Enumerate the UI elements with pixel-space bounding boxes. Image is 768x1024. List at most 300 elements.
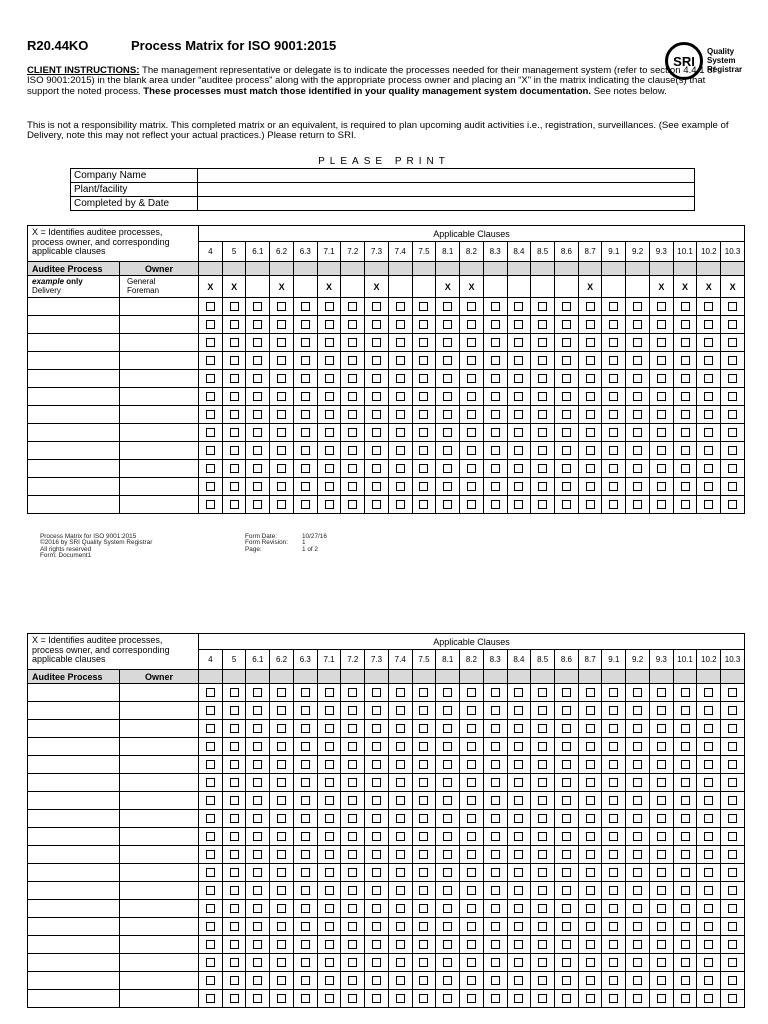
clause-checkbox[interactable] (419, 868, 428, 877)
clause-checkbox[interactable] (728, 778, 737, 787)
clause-checkbox[interactable] (657, 320, 666, 329)
clause-checkbox[interactable] (396, 428, 405, 437)
clause-checkbox[interactable] (443, 392, 452, 401)
clause-checkbox[interactable] (372, 814, 381, 823)
owner-field[interactable] (120, 792, 199, 810)
clause-checkbox[interactable] (728, 464, 737, 473)
clause-checkbox[interactable] (538, 464, 547, 473)
clause-checkbox[interactable] (443, 446, 452, 455)
clause-checkbox[interactable] (467, 464, 476, 473)
clause-checkbox[interactable] (633, 356, 642, 365)
clause-checkbox[interactable] (277, 886, 286, 895)
clause-checkbox[interactable] (491, 338, 500, 347)
clause-checkbox[interactable] (633, 482, 642, 491)
clause-checkbox[interactable] (609, 392, 618, 401)
auditee-process-field[interactable] (28, 828, 120, 846)
clause-checkbox[interactable] (609, 850, 618, 859)
clause-checkbox[interactable] (372, 940, 381, 949)
clause-checkbox[interactable] (657, 706, 666, 715)
clause-checkbox[interactable] (396, 760, 405, 769)
clause-checkbox[interactable] (609, 428, 618, 437)
clause-checkbox[interactable] (491, 832, 500, 841)
clause-checkbox[interactable] (419, 760, 428, 769)
clause-checkbox[interactable] (586, 374, 595, 383)
clause-checkbox[interactable] (396, 706, 405, 715)
clause-checkbox[interactable] (277, 868, 286, 877)
clause-checkbox[interactable] (301, 446, 310, 455)
clause-checkbox[interactable] (514, 392, 523, 401)
clause-checkbox[interactable] (372, 356, 381, 365)
clause-checkbox[interactable] (206, 850, 215, 859)
auditee-process-field[interactable] (28, 388, 120, 406)
clause-checkbox[interactable] (443, 338, 452, 347)
clause-checkbox[interactable] (514, 688, 523, 697)
auditee-process-field[interactable] (28, 316, 120, 334)
owner-field[interactable] (120, 810, 199, 828)
clause-checkbox[interactable] (681, 500, 690, 509)
owner-field[interactable] (120, 684, 199, 702)
clause-checkbox[interactable] (609, 688, 618, 697)
clause-checkbox[interactable] (586, 482, 595, 491)
clause-checkbox[interactable] (419, 922, 428, 931)
clause-checkbox[interactable] (443, 482, 452, 491)
clause-checkbox[interactable] (277, 688, 286, 697)
clause-checkbox[interactable] (206, 446, 215, 455)
clause-checkbox[interactable] (657, 302, 666, 311)
clause-checkbox[interactable] (301, 374, 310, 383)
clause-checkbox[interactable] (253, 410, 262, 419)
clause-checkbox[interactable] (230, 976, 239, 985)
clause-checkbox[interactable] (728, 446, 737, 455)
clause-checkbox[interactable] (443, 958, 452, 967)
clause-checkbox[interactable] (253, 320, 262, 329)
clause-checkbox[interactable] (704, 688, 713, 697)
clause-checkbox[interactable] (348, 886, 357, 895)
clause-checkbox[interactable] (681, 338, 690, 347)
clause-checkbox[interactable] (419, 374, 428, 383)
clause-checkbox[interactable] (491, 814, 500, 823)
clause-checkbox[interactable] (301, 832, 310, 841)
clause-checkbox[interactable] (419, 994, 428, 1003)
clause-checkbox[interactable] (467, 886, 476, 895)
clause-checkbox[interactable] (728, 814, 737, 823)
clause-checkbox[interactable] (372, 392, 381, 401)
clause-checkbox[interactable] (586, 428, 595, 437)
clause-checkbox[interactable] (562, 940, 571, 949)
clause-checkbox[interactable] (443, 706, 452, 715)
clause-checkbox[interactable] (348, 778, 357, 787)
clause-checkbox[interactable] (301, 994, 310, 1003)
clause-checkbox[interactable] (419, 356, 428, 365)
clause-checkbox[interactable] (467, 796, 476, 805)
clause-checkbox[interactable] (681, 706, 690, 715)
clause-checkbox[interactable] (396, 356, 405, 365)
clause-checkbox[interactable] (491, 500, 500, 509)
clause-checkbox[interactable] (419, 814, 428, 823)
clause-checkbox[interactable] (301, 428, 310, 437)
clause-checkbox[interactable] (538, 832, 547, 841)
clause-checkbox[interactable] (419, 688, 428, 697)
clause-checkbox[interactable] (348, 302, 357, 311)
clause-checkbox[interactable] (443, 976, 452, 985)
clause-checkbox[interactable] (277, 832, 286, 841)
clause-checkbox[interactable] (443, 940, 452, 949)
clause-checkbox[interactable] (325, 500, 334, 509)
clause-checkbox[interactable] (728, 832, 737, 841)
clause-checkbox[interactable] (396, 302, 405, 311)
clause-checkbox[interactable] (538, 302, 547, 311)
clause-checkbox[interactable] (514, 778, 523, 787)
clause-checkbox[interactable] (301, 742, 310, 751)
clause-checkbox[interactable] (230, 706, 239, 715)
clause-checkbox[interactable] (728, 374, 737, 383)
clause-checkbox[interactable] (704, 868, 713, 877)
clause-checkbox[interactable] (562, 904, 571, 913)
clause-checkbox[interactable] (443, 428, 452, 437)
clause-checkbox[interactable] (586, 976, 595, 985)
clause-checkbox[interactable] (372, 302, 381, 311)
clause-checkbox[interactable] (728, 904, 737, 913)
clause-checkbox[interactable] (230, 446, 239, 455)
clause-checkbox[interactable] (396, 410, 405, 419)
clause-checkbox[interactable] (657, 922, 666, 931)
owner-field[interactable] (120, 774, 199, 792)
owner-field[interactable] (120, 388, 199, 406)
clause-checkbox[interactable] (301, 760, 310, 769)
clause-checkbox[interactable] (681, 688, 690, 697)
clause-checkbox[interactable] (253, 940, 262, 949)
clause-checkbox[interactable] (586, 688, 595, 697)
clause-checkbox[interactable] (277, 706, 286, 715)
clause-checkbox[interactable] (704, 392, 713, 401)
clause-checkbox[interactable] (419, 302, 428, 311)
clause-checkbox[interactable] (514, 338, 523, 347)
completed-by-field[interactable] (198, 197, 695, 211)
clause-checkbox[interactable] (633, 904, 642, 913)
clause-checkbox[interactable] (562, 886, 571, 895)
clause-checkbox[interactable] (443, 500, 452, 509)
clause-checkbox[interactable] (419, 446, 428, 455)
clause-checkbox[interactable] (562, 356, 571, 365)
clause-checkbox[interactable] (586, 500, 595, 509)
clause-checkbox[interactable] (514, 940, 523, 949)
clause-checkbox[interactable] (348, 994, 357, 1003)
clause-checkbox[interactable] (419, 428, 428, 437)
clause-checkbox[interactable] (419, 742, 428, 751)
clause-checkbox[interactable] (562, 706, 571, 715)
owner-field[interactable] (120, 352, 199, 370)
clause-checkbox[interactable] (372, 994, 381, 1003)
clause-checkbox[interactable] (704, 446, 713, 455)
clause-checkbox[interactable] (301, 850, 310, 859)
owner-field[interactable] (120, 846, 199, 864)
clause-checkbox[interactable] (728, 994, 737, 1003)
clause-checkbox[interactable] (325, 392, 334, 401)
clause-checkbox[interactable] (609, 482, 618, 491)
clause-checkbox[interactable] (586, 922, 595, 931)
clause-checkbox[interactable] (562, 446, 571, 455)
owner-field[interactable] (120, 316, 199, 334)
clause-checkbox[interactable] (491, 976, 500, 985)
clause-checkbox[interactable] (253, 688, 262, 697)
clause-checkbox[interactable] (491, 868, 500, 877)
clause-checkbox[interactable] (206, 688, 215, 697)
clause-checkbox[interactable] (562, 302, 571, 311)
clause-checkbox[interactable] (586, 392, 595, 401)
clause-checkbox[interactable] (704, 922, 713, 931)
clause-checkbox[interactable] (538, 392, 547, 401)
clause-checkbox[interactable] (419, 958, 428, 967)
auditee-process-field[interactable] (28, 756, 120, 774)
clause-checkbox[interactable] (633, 302, 642, 311)
clause-checkbox[interactable] (396, 742, 405, 751)
clause-checkbox[interactable] (277, 850, 286, 859)
clause-checkbox[interactable] (443, 994, 452, 1003)
owner-field[interactable] (120, 828, 199, 846)
clause-checkbox[interactable] (206, 464, 215, 473)
clause-checkbox[interactable] (514, 374, 523, 383)
clause-checkbox[interactable] (325, 374, 334, 383)
clause-checkbox[interactable] (657, 760, 666, 769)
clause-checkbox[interactable] (728, 356, 737, 365)
clause-checkbox[interactable] (609, 446, 618, 455)
auditee-process-field[interactable] (28, 774, 120, 792)
clause-checkbox[interactable] (704, 850, 713, 859)
clause-checkbox[interactable] (253, 500, 262, 509)
clause-checkbox[interactable] (586, 940, 595, 949)
clause-checkbox[interactable] (586, 320, 595, 329)
clause-checkbox[interactable] (206, 356, 215, 365)
clause-checkbox[interactable] (253, 832, 262, 841)
clause-checkbox[interactable] (206, 338, 215, 347)
clause-checkbox[interactable] (586, 742, 595, 751)
clause-checkbox[interactable] (277, 724, 286, 733)
clause-checkbox[interactable] (325, 724, 334, 733)
clause-checkbox[interactable] (514, 850, 523, 859)
clause-checkbox[interactable] (704, 374, 713, 383)
clause-checkbox[interactable] (253, 778, 262, 787)
clause-checkbox[interactable] (253, 338, 262, 347)
auditee-process-field[interactable] (28, 936, 120, 954)
clause-checkbox[interactable] (728, 706, 737, 715)
clause-checkbox[interactable] (348, 958, 357, 967)
clause-checkbox[interactable] (372, 832, 381, 841)
clause-checkbox[interactable] (538, 760, 547, 769)
clause-checkbox[interactable] (633, 688, 642, 697)
clause-checkbox[interactable] (443, 778, 452, 787)
clause-checkbox[interactable] (372, 446, 381, 455)
clause-checkbox[interactable] (562, 796, 571, 805)
auditee-process-field[interactable] (28, 990, 120, 1008)
clause-checkbox[interactable] (657, 814, 666, 823)
clause-checkbox[interactable] (253, 724, 262, 733)
clause-checkbox[interactable] (538, 994, 547, 1003)
clause-checkbox[interactable] (325, 868, 334, 877)
clause-checkbox[interactable] (704, 778, 713, 787)
clause-checkbox[interactable] (633, 958, 642, 967)
clause-checkbox[interactable] (253, 392, 262, 401)
clause-checkbox[interactable] (372, 886, 381, 895)
clause-checkbox[interactable] (253, 904, 262, 913)
clause-checkbox[interactable] (633, 374, 642, 383)
clause-checkbox[interactable] (491, 392, 500, 401)
clause-checkbox[interactable] (325, 742, 334, 751)
clause-checkbox[interactable] (325, 850, 334, 859)
clause-checkbox[interactable] (348, 374, 357, 383)
clause-checkbox[interactable] (491, 904, 500, 913)
clause-checkbox[interactable] (704, 994, 713, 1003)
clause-checkbox[interactable] (230, 922, 239, 931)
clause-checkbox[interactable] (633, 850, 642, 859)
clause-checkbox[interactable] (325, 922, 334, 931)
clause-checkbox[interactable] (704, 940, 713, 949)
clause-checkbox[interactable] (277, 392, 286, 401)
clause-checkbox[interactable] (277, 482, 286, 491)
clause-checkbox[interactable] (681, 410, 690, 419)
clause-checkbox[interactable] (704, 976, 713, 985)
clause-checkbox[interactable] (704, 760, 713, 769)
clause-checkbox[interactable] (348, 742, 357, 751)
clause-checkbox[interactable] (586, 850, 595, 859)
clause-checkbox[interactable] (206, 886, 215, 895)
clause-checkbox[interactable] (301, 356, 310, 365)
clause-checkbox[interactable] (704, 482, 713, 491)
clause-checkbox[interactable] (467, 338, 476, 347)
clause-checkbox[interactable] (325, 904, 334, 913)
clause-checkbox[interactable] (491, 922, 500, 931)
clause-checkbox[interactable] (396, 922, 405, 931)
clause-checkbox[interactable] (657, 976, 666, 985)
clause-checkbox[interactable] (704, 320, 713, 329)
clause-checkbox[interactable] (467, 922, 476, 931)
clause-checkbox[interactable] (443, 850, 452, 859)
auditee-process-field[interactable] (28, 882, 120, 900)
clause-checkbox[interactable] (562, 814, 571, 823)
clause-checkbox[interactable] (301, 482, 310, 491)
clause-checkbox[interactable] (325, 482, 334, 491)
clause-checkbox[interactable] (277, 940, 286, 949)
clause-checkbox[interactable] (396, 688, 405, 697)
clause-checkbox[interactable] (372, 904, 381, 913)
clause-checkbox[interactable] (348, 796, 357, 805)
clause-checkbox[interactable] (467, 742, 476, 751)
clause-checkbox[interactable] (586, 302, 595, 311)
clause-checkbox[interactable] (609, 464, 618, 473)
clause-checkbox[interactable] (728, 922, 737, 931)
clause-checkbox[interactable] (325, 940, 334, 949)
owner-field[interactable] (120, 918, 199, 936)
auditee-process-field[interactable] (28, 846, 120, 864)
clause-checkbox[interactable] (230, 500, 239, 509)
clause-checkbox[interactable] (538, 796, 547, 805)
clause-checkbox[interactable] (301, 320, 310, 329)
clause-checkbox[interactable] (491, 410, 500, 419)
clause-checkbox[interactable] (253, 446, 262, 455)
clause-checkbox[interactable] (301, 868, 310, 877)
clause-checkbox[interactable] (467, 320, 476, 329)
clause-checkbox[interactable] (348, 320, 357, 329)
clause-checkbox[interactable] (230, 356, 239, 365)
clause-checkbox[interactable] (277, 814, 286, 823)
clause-checkbox[interactable] (586, 886, 595, 895)
clause-checkbox[interactable] (253, 356, 262, 365)
clause-checkbox[interactable] (491, 706, 500, 715)
clause-checkbox[interactable] (230, 904, 239, 913)
company-name-field[interactable] (198, 169, 695, 183)
clause-checkbox[interactable] (562, 374, 571, 383)
clause-checkbox[interactable] (301, 392, 310, 401)
clause-checkbox[interactable] (586, 356, 595, 365)
clause-checkbox[interactable] (467, 940, 476, 949)
clause-checkbox[interactable] (253, 958, 262, 967)
clause-checkbox[interactable] (681, 464, 690, 473)
clause-checkbox[interactable] (206, 922, 215, 931)
clause-checkbox[interactable] (206, 374, 215, 383)
clause-checkbox[interactable] (633, 338, 642, 347)
auditee-process-field[interactable] (28, 972, 120, 990)
clause-checkbox[interactable] (704, 500, 713, 509)
clause-checkbox[interactable] (586, 832, 595, 841)
clause-checkbox[interactable] (633, 410, 642, 419)
clause-checkbox[interactable] (657, 778, 666, 787)
clause-checkbox[interactable] (728, 868, 737, 877)
clause-checkbox[interactable] (277, 778, 286, 787)
clause-checkbox[interactable] (514, 796, 523, 805)
clause-checkbox[interactable] (538, 904, 547, 913)
clause-checkbox[interactable] (491, 742, 500, 751)
owner-field[interactable] (120, 720, 199, 738)
clause-checkbox[interactable] (609, 832, 618, 841)
auditee-process-field[interactable] (28, 900, 120, 918)
clause-checkbox[interactable] (206, 994, 215, 1003)
clause-checkbox[interactable] (657, 464, 666, 473)
clause-checkbox[interactable] (396, 958, 405, 967)
clause-checkbox[interactable] (728, 410, 737, 419)
clause-checkbox[interactable] (609, 814, 618, 823)
owner-field[interactable] (120, 370, 199, 388)
clause-checkbox[interactable] (277, 760, 286, 769)
clause-checkbox[interactable] (728, 742, 737, 751)
clause-checkbox[interactable] (467, 706, 476, 715)
clause-checkbox[interactable] (633, 796, 642, 805)
owner-field[interactable] (120, 882, 199, 900)
clause-checkbox[interactable] (206, 832, 215, 841)
clause-checkbox[interactable] (348, 500, 357, 509)
clause-checkbox[interactable] (586, 778, 595, 787)
clause-checkbox[interactable] (609, 904, 618, 913)
clause-checkbox[interactable] (538, 688, 547, 697)
clause-checkbox[interactable] (681, 940, 690, 949)
clause-checkbox[interactable] (325, 994, 334, 1003)
clause-checkbox[interactable] (514, 302, 523, 311)
clause-checkbox[interactable] (443, 302, 452, 311)
clause-checkbox[interactable] (491, 850, 500, 859)
clause-checkbox[interactable] (253, 428, 262, 437)
clause-checkbox[interactable] (514, 886, 523, 895)
clause-checkbox[interactable] (253, 922, 262, 931)
clause-checkbox[interactable] (277, 796, 286, 805)
clause-checkbox[interactable] (301, 338, 310, 347)
clause-checkbox[interactable] (325, 428, 334, 437)
clause-checkbox[interactable] (443, 724, 452, 733)
clause-checkbox[interactable] (681, 922, 690, 931)
clause-checkbox[interactable] (443, 320, 452, 329)
clause-checkbox[interactable] (491, 320, 500, 329)
auditee-process-field[interactable] (28, 954, 120, 972)
clause-checkbox[interactable] (325, 356, 334, 365)
clause-checkbox[interactable] (586, 796, 595, 805)
clause-checkbox[interactable] (586, 814, 595, 823)
